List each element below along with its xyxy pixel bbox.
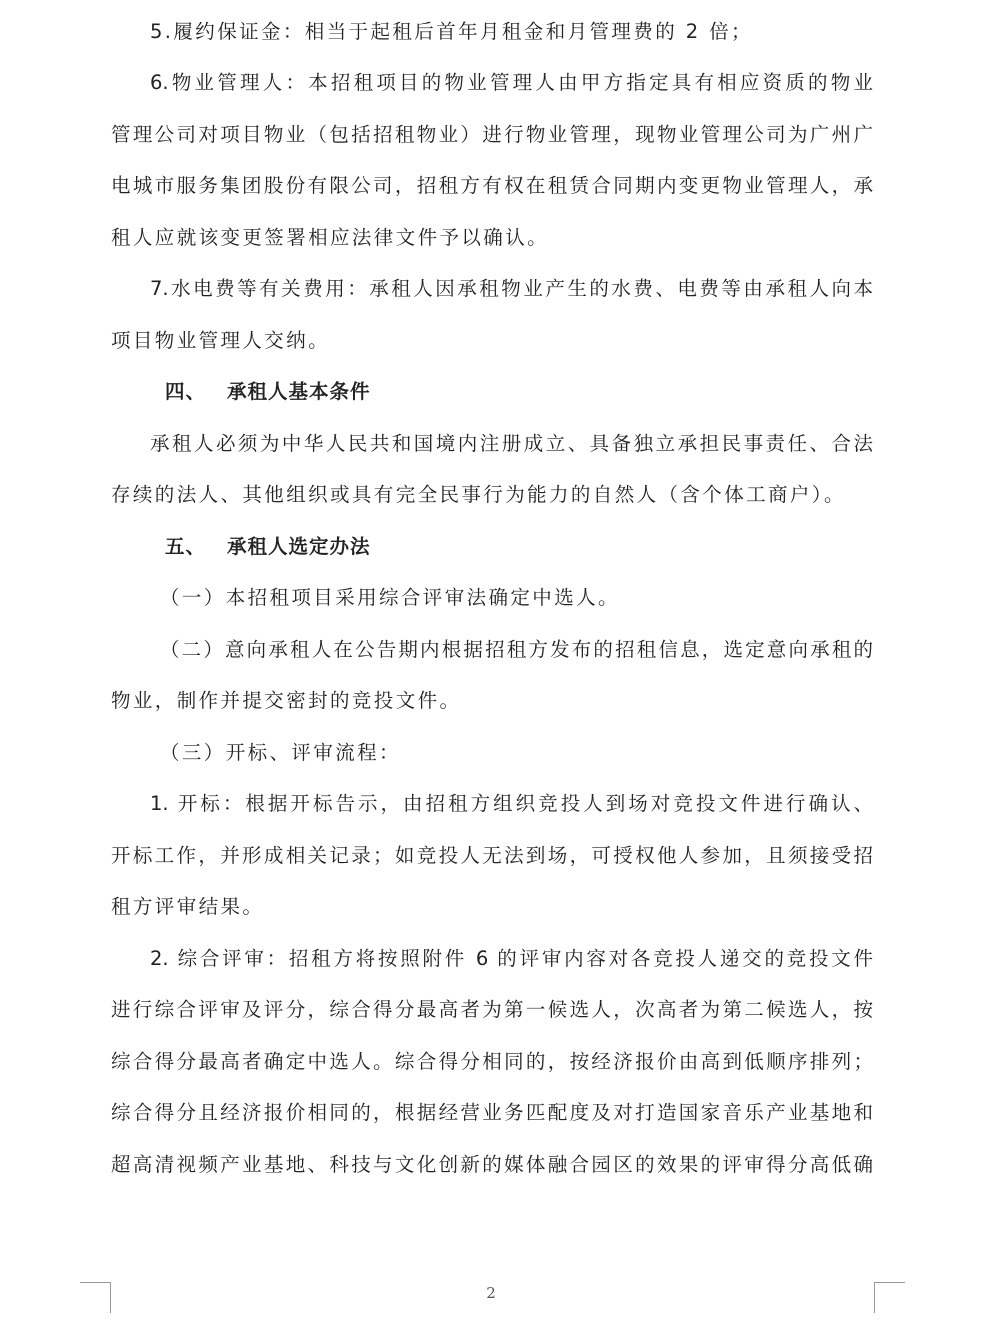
text-line-review-5: 超高清视频产业基地、科技与文化创新的媒体融合园区的效果的评审得分高低确 (111, 1153, 873, 1176)
text-line-review-4: 综合得分且经济报价相同的，根据经营业务匹配度及对打造国家音乐产业基地和 (111, 1101, 873, 1124)
text-line-property-manager-2: 管理公司对项目物业（包括招租物业）进行物业管理，现物业管理公司为广州广 (111, 123, 873, 146)
text-line-conditions-2: 存续的法人、其他组织或具有完全民事行为能力的自然人（含个体工商户）。 (111, 483, 846, 506)
section-heading-5 (165, 529, 371, 565)
text-line-utilities-2: 项目物业管理人交纳。 (111, 329, 331, 352)
page-corner-mark-left (80, 1282, 111, 1313)
text-line-property-manager-4: 租人应就该变更签署相应法律文件予以确认。 (111, 226, 550, 249)
text-line-method-2a: （二）意向承租人在公告期内根据招租方发布的招租信息，选定意向承租的 (160, 638, 873, 661)
section-number: 五、 (165, 535, 207, 558)
text-line-property-manager-3: 电城市服务集团股份有限公司，招租方有权在租赁合同期内变更物业管理人，承 (111, 174, 873, 197)
text-line-opening-1: 1. 开标：根据开标告示，由招租方组织竞投人到场对竞投文件进行确认、 (150, 792, 873, 815)
text-line-review-2: 进行综合评审及评分，综合得分最高者为第一候选人，次高者为第二候选人，按 (111, 998, 873, 1021)
section-title: 承租人基本条件 (227, 380, 371, 403)
text-line-utilities-1: 7.水电费等有关费用：承租人因承租物业产生的水费、电费等由承租人向本 (150, 277, 873, 300)
page-corner-mark-right (874, 1282, 905, 1313)
text-line-method-3: （三）开标、评审流程： (160, 741, 401, 764)
text-line-opening-2: 开标工作，并形成相关记录；如竞投人无法到场，可授权他人参加，且须接受招 (111, 844, 873, 867)
section-heading-4 (165, 374, 371, 410)
text-line-conditions-1: 承租人必须为中华人民共和国境内注册成立、具备独立承担民事责任、合法 (150, 432, 873, 455)
page-number: 2 (486, 1284, 496, 1302)
text-line-performance-deposit: 5.履约保证金：相当于起租后首年月租金和月管理费的 2 倍； (150, 20, 753, 43)
text-line-review-3: 综合得分最高者确定中选人。综合得分相同的，按经济报价由高到低顺序排列； (111, 1050, 873, 1073)
text-line-property-manager-1: 6.物业管理人：本招租项目的物业管理人由甲方指定具有相应资质的物业 (150, 71, 873, 94)
text-line-opening-3: 租方评审结果。 (111, 895, 265, 918)
text-line-method-1: （一）本招租项目采用综合评审法确定中选人。 (160, 586, 620, 609)
text-line-review-1: 2. 综合评审：招租方将按照附件 6 的评审内容对各竞投人递交的竞投文件 (150, 947, 873, 970)
text-line-method-2b: 物业，制作并提交密封的竞投文件。 (111, 689, 462, 712)
section-number: 四、 (165, 380, 207, 403)
section-title: 承租人选定办法 (227, 535, 371, 558)
